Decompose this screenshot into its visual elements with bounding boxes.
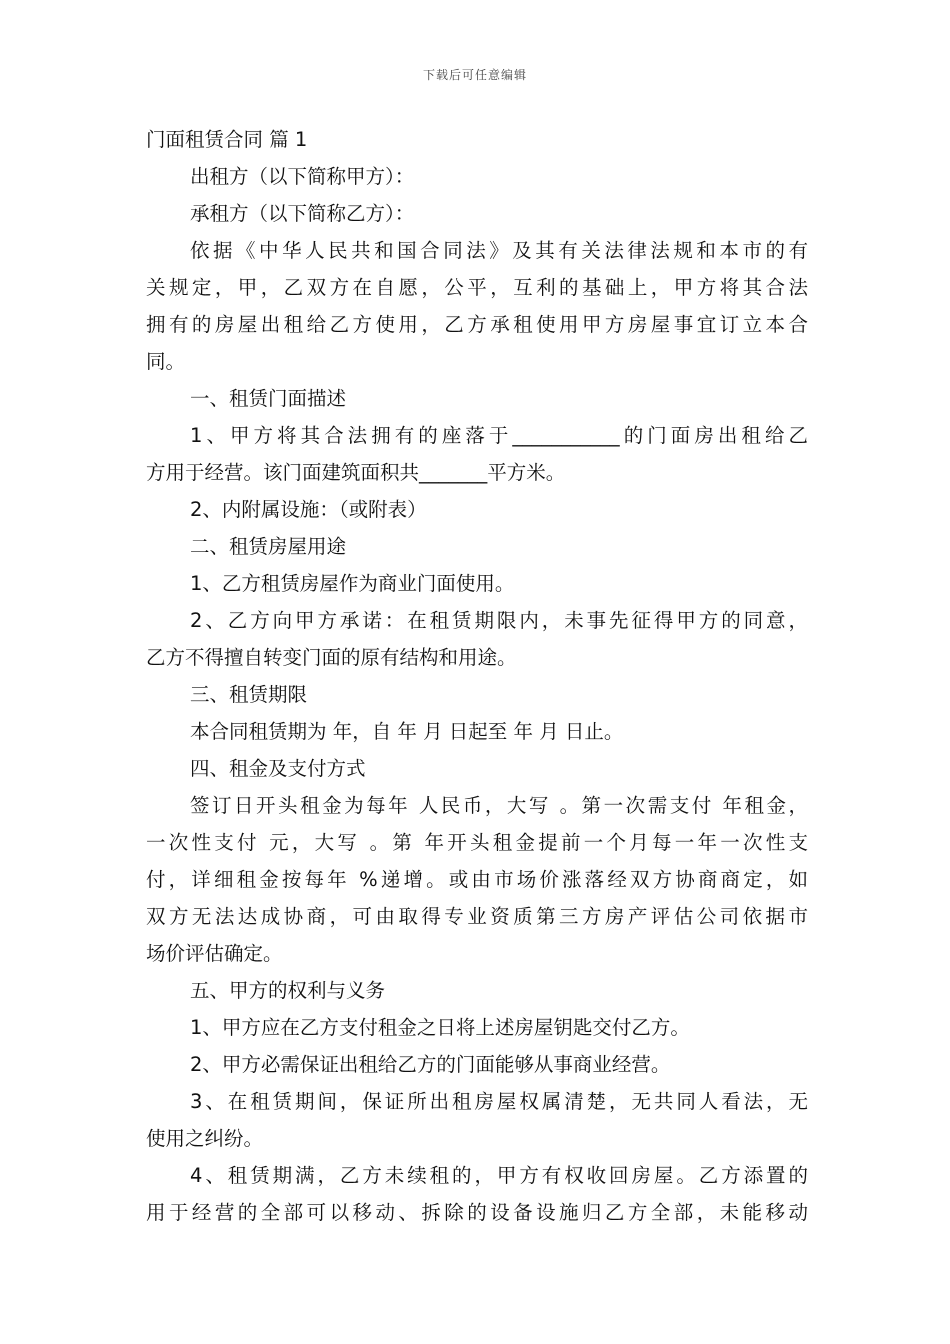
document-line: 1、甲方将其合法拥有的座落于___________的门面房出租给乙 bbox=[190, 424, 808, 447]
document-line: 三、租赁期限 bbox=[190, 683, 308, 706]
document-line: 付，详细租金按每年 %递增。或由市场价涨落经双方协商商定，如 bbox=[146, 868, 808, 891]
document-line: 2、甲方必需保证出租给乙方的门面能够从事商业经营。 bbox=[190, 1053, 671, 1076]
document-line: 本合同租赁期为 年，自 年 月 日起至 年 月 日止。 bbox=[190, 720, 624, 743]
document-lines bbox=[146, 158, 808, 1231]
document-line: 同。 bbox=[146, 350, 186, 373]
document-line: 五、甲方的权利与义务 bbox=[190, 979, 386, 1002]
document-line: 拥有的房屋出租给乙方使用，乙方承租使用甲方房屋事宜订立本合 bbox=[146, 313, 808, 336]
document-line: 场价评估确定。 bbox=[146, 942, 283, 965]
document-line: 1、甲方应在乙方支付租金之日将上述房屋钥匙交付乙方。 bbox=[190, 1016, 690, 1039]
document-line: 乙方不得擅自转变门面的原有结构和用途。 bbox=[146, 646, 517, 669]
document-line: 一、租赁门面描述 bbox=[190, 387, 347, 410]
document-line: 一次性支付 元，大写 。第 年开头租金提前一个月每一年一次性支 bbox=[146, 831, 808, 854]
page-header: 下载后可任意编辑 bbox=[422, 68, 527, 82]
document-line: 使用之纠纷。 bbox=[146, 1127, 264, 1150]
document-title: 门面租赁合同 篇 1 bbox=[146, 128, 308, 151]
document-line: 签订日开头租金为每年 人民币，大写 。第一次需支付 年租金， bbox=[190, 794, 808, 817]
document-line: 二、租赁房屋用途 bbox=[190, 535, 347, 558]
document-line: 用于经营的全部可以移动、拆除的设备设施归乙方全部，未能移动 bbox=[146, 1201, 808, 1224]
document-line: 出租方（以下简称甲方）： bbox=[190, 165, 415, 188]
document-line: 3、在租赁期间，保证所出租房屋权属清楚，无共同人看法，无 bbox=[190, 1090, 808, 1113]
document-line: 4、租赁期满，乙方未续租的，甲方有权收回房屋。乙方添置的 bbox=[190, 1164, 808, 1187]
document-line: 方用于经营。该门面建筑面积共_______平方米。 bbox=[146, 461, 566, 484]
document-line: 四、租金及支付方式 bbox=[190, 757, 366, 780]
document-line: 依据《中华人民共和国合同法》及其有关法律法规和本市的有 bbox=[190, 239, 808, 262]
document-line: 1、乙方租赁房屋作为商业门面使用。 bbox=[190, 572, 515, 595]
document-line: 关规定，甲，乙双方在自愿，公平，互利的基础上，甲方将其合法 bbox=[146, 276, 808, 299]
document-line: 2、内附属设施：（或附表） bbox=[190, 498, 427, 521]
document-line: 双方无法达成协商，可由取得专业资质第三方房产评估公司依据市 bbox=[146, 905, 808, 928]
document-line: 承租方（以下简称乙方）： bbox=[190, 202, 415, 225]
document-body bbox=[146, 121, 808, 1231]
document-line: 2、乙方向甲方承诺：在租赁期限内，未事先征得甲方的同意， bbox=[190, 609, 808, 632]
